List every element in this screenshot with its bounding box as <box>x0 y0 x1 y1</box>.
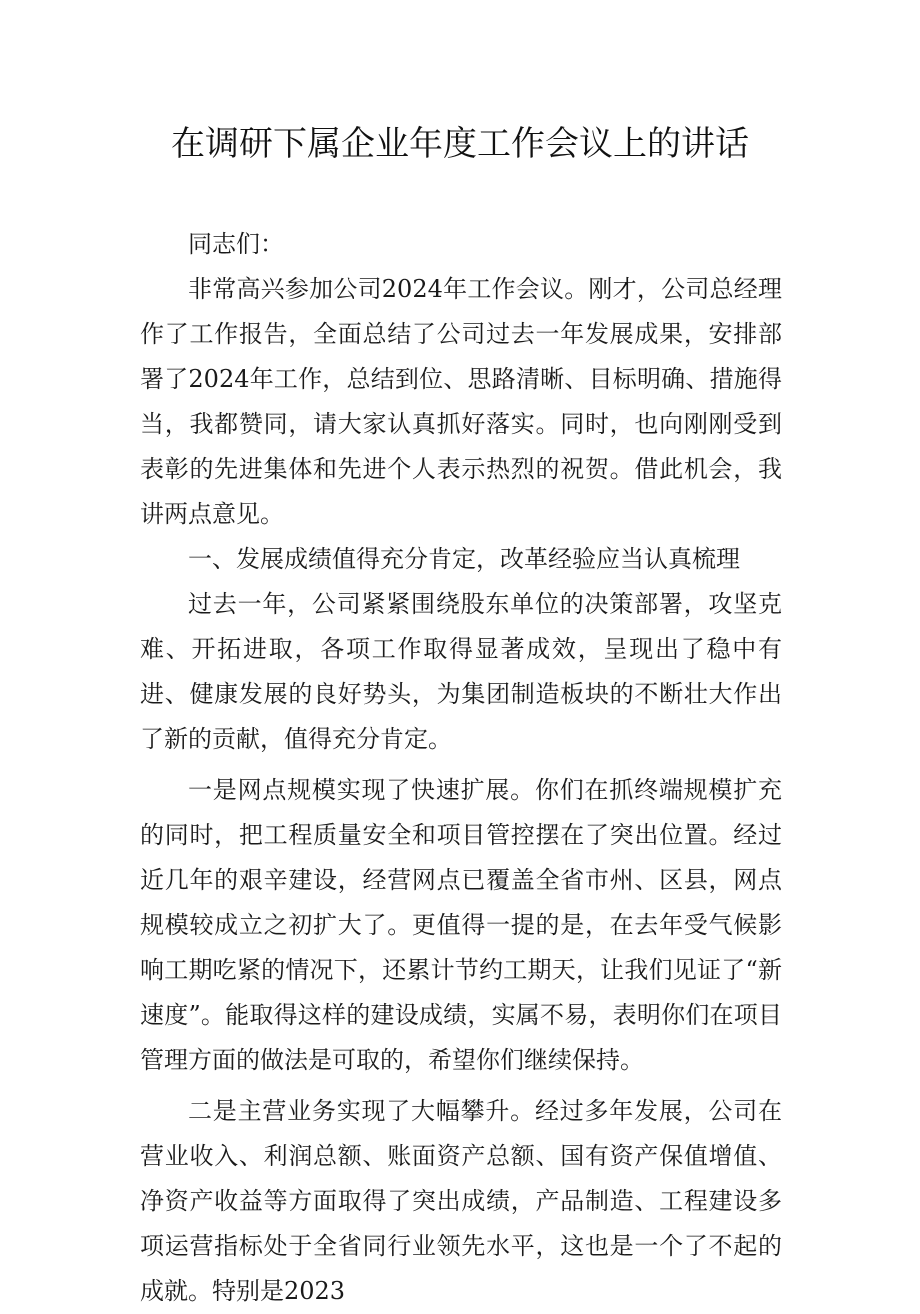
section-heading-1: 一、发展成绩值得充分肯定，改革经验应当认真梳理 <box>188 545 740 573</box>
paragraph-point-2: 二是主营业务实现了大幅攀升。经过多年发展，公司在营业收入、利润总额、账面资产总额、国有资产保值增值、净资产收益等方面取得了突出成绩，产品制造、工程建设多项运营指标处于全省同行业领先水平，这也是一个了不起的成就。特别是2023 <box>140 1097 782 1305</box>
paragraph-achievements: 过去一年，公司紧紧围绕股东单位的决策部署，攻坚克难、开拓进取，各项工作取得显著成效，呈现出了稳中有进、健康发展的良好势头，为集团制造板块的不断壮大作出了新的贡献，值得充分肯定。 <box>140 590 782 753</box>
document-title: 在调研下属企业年度工作会议上的讲话 <box>171 124 749 164</box>
salutation: 同志们： <box>188 230 284 258</box>
paragraph-point-1: 一是网点规模实现了快速扩展。你们在抓终端规模扩充的同时，把工程质量安全和项目管控摆在了突出位置。经过近几年的艰辛建设，经营网点已覆盖全省市州、区县，网点规模较成立之初扩大了。更值得一提的是，在去年受气候影响工期吃紧的情况下，还累计节约工期天，让我们见证了“新速度”。能取得这样的建设成绩，实属不易，表明你们在项目管理方面的做法是可取的，希望你们继续保持。 <box>140 776 782 1074</box>
paragraph-opening: 非常高兴参加公司2024年工作会议。刚才，公司总经理作了工作报告，全面总结了公司过去一年发展成果，安排部署了2024年工作，总结到位、思路清晰、目标明确、措施得当，我都赞同，请大家认真抓好落实。同时，也向刚刚受到表彰的先进集体和先进个人表示热烈的祝贺。借此机会，我讲两点意见。 <box>140 275 782 528</box>
document-body <box>140 222 782 1314</box>
